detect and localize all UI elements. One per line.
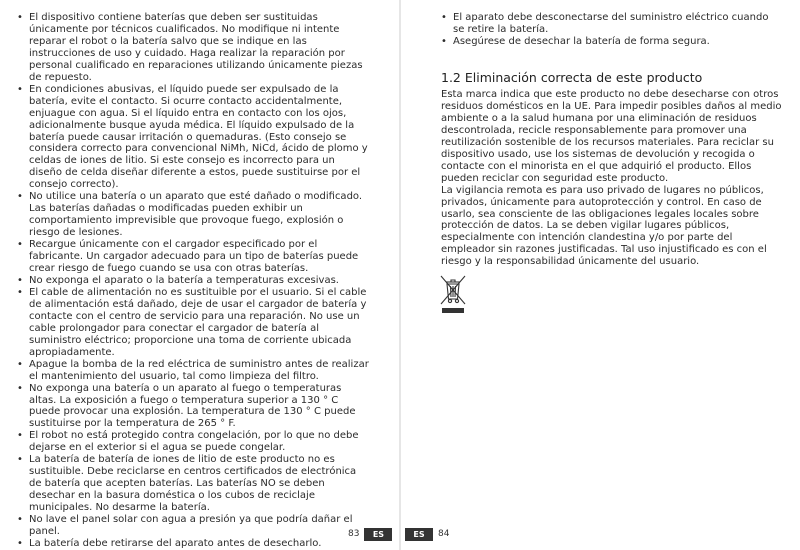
list-item: • El cable de alimentación no es sustituible por el usuario. Si el cable de alimentación está dañado, deje de usar el cargador de batería y contacte con el centro de servicio para una reparación. No use un cable prolongador para conectar el cargador de batería al suministro eléctrico; proporcione una toma de corriente ubicada apropiadamente. <box>17 287 369 359</box>
list-item: • Asegúrese de desechar la batería de forma segura. <box>441 36 781 48</box>
right-page-footer <box>405 527 449 541</box>
left-page-footer <box>348 527 392 541</box>
page-number: 84 <box>438 529 450 539</box>
list-item: • No exponga una batería o un aparato al fuego o temperaturas altas. La exposición a fuego o temperatura superior a 130 ° C puede provocar una explosión. La temperatura de 130 ° C puede sustituirse por la temperatura de 265 ° F. <box>17 383 369 431</box>
list-item: • La batería debe retirarse del aparato antes de desecharlo. <box>17 538 369 550</box>
section-title: 1.2 Eliminación correcta de este producto <box>441 70 703 85</box>
crossed-out-wheelie-bin-icon <box>438 273 468 315</box>
page-number: 83 <box>348 529 360 539</box>
safety-bullet-list <box>17 12 369 550</box>
list-item: • El dispositivo contiene baterías que deben ser sustituidas únicamente por técnicos cualificados. No modifique ni intente reparar el robot o la batería salvo que se indique en las instrucciones de uso y cuidado. Haga realizar la reparación por personal cualificado en reparaciones utilizando únicamente piezas de repuesto. <box>17 12 369 84</box>
list-item: • No exponga el aparato o la batería a temperaturas excesivas. <box>17 275 369 287</box>
language-badge: ES <box>364 528 392 541</box>
battery-bullet-list <box>441 12 781 48</box>
disposal-paragraph: Esta marca indica que este producto no debe desecharse con otros residuos domésticos en la UE. Para impedir posibles daños al medio ambiente o a la salud humana por una eliminación de residuos descontrolada, recicle responsablemente para promover una reutilización sostenible de los recursos materiales. Para reciclar su dispositivo usado, use los sistemas de devolución y recogida o contacte con el minorista en el que adquirió el producto. Ellos pueden reciclar con seguridad este producto. <box>441 89 782 184</box>
disposal-text <box>441 89 786 268</box>
left-page <box>0 0 399 550</box>
list-item: • El robot no está protegido contra congelación, por lo que no debe dejarse en el exterior si el agua se puede congelar. <box>17 430 369 454</box>
list-item: • Recargue únicamente con el cargador especificado por el fabricante. Un cargador adecuado para un tipo de baterías puede crear riesgo de fuego cuando se usa con otras baterías. <box>17 239 369 275</box>
list-item: • La batería de batería de iones de litio de este producto no es sustituible. Debe reciclarse en centros certificados de electrónica de batería que acepten baterías. Las baterías NO se deben desechar en la basura doméstica o los cubos de reciclaje municipales. No desarme la batería. <box>17 454 369 514</box>
list-item: • En condiciones abusivas, el líquido puede ser expulsado de la batería, evite el contacto. Si ocurre contacto accidentalmente, enjuague con agua. Si el líquido entra en contacto con los ojos, adicionalmente busque ayuda médica. El líquido expulsado de la batería puede causar irritación o quemaduras. (Esto consejo se considera correcto para convencional NiMh, NiCd, ácido de plomo y celdas de iones de litio. Si este consejo es incorrecto para un diseño de celda diseñar diferente a estos, puede sustituirse por el consejo correcto). <box>17 84 369 192</box>
list-item: • El aparato debe desconectarse del suministro eléctrico cuando se retire la batería. <box>441 12 781 36</box>
language-badge: ES <box>405 528 433 541</box>
list-item: • No utilice una batería o un aparato que esté dañado o modificado. Las baterías dañadas o modificadas pueden exhibir un comportamiento imprevisible que provoque fuego, explosión o riesgo de lesiones. <box>17 191 369 239</box>
list-item: • Apague la bomba de la red eléctrica de suministro antes de realizar el mantenimiento del usuario, tal como limpieza del filtro. <box>17 359 369 383</box>
list-item: • No lave el panel solar con agua a presión ya que podría dañar el panel. <box>17 514 369 538</box>
surveillance-paragraph: La vigilancia remota es para uso privado de lugares no públicos, privados, únicamente para autoprotección y control. En caso de usarlo, sea consciente de las obligaciones legales locales sobre protección de datos. La se deben vigilar lugares públicos, especialmente con intención clandestina y/o por parte del empleador sin razones justificadas. Tal uso injustificado es con el riesgo y la responsabilidad únicamente del usuario. <box>441 184 767 268</box>
